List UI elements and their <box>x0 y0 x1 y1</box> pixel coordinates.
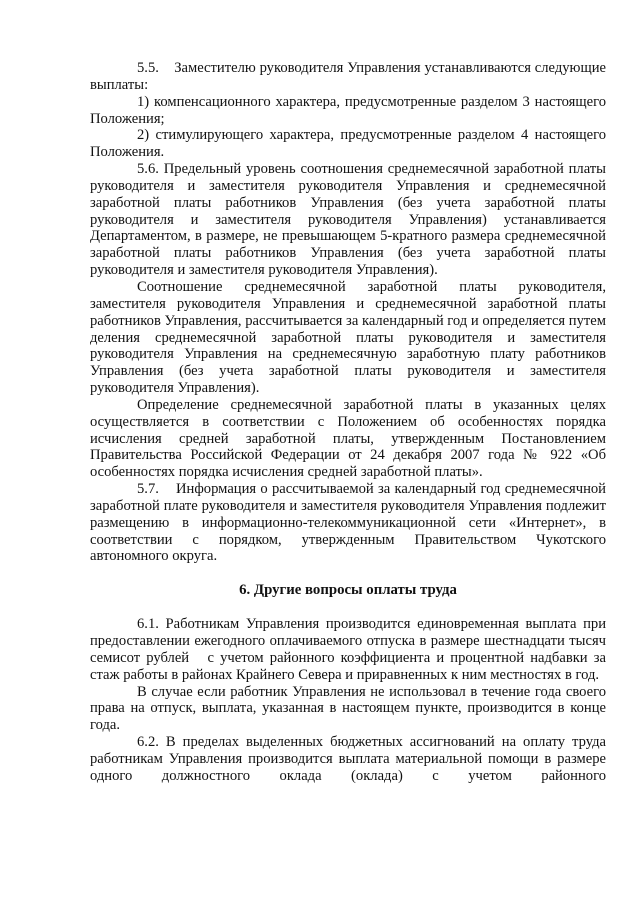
section-heading: 6. Другие вопросы оплаты труда <box>239 582 457 599</box>
paragraph-definition: Определение среднемесячной заработной платы в указанных целях осуществляется в соответствии с Положением об особенностях порядка исчисления средней заработной платы, утвержденным Постановлением Правительства Российской Федерации от 24 декабря 2007 года № 922 «Об особенностях порядка исчисления средней заработной платы». <box>90 396 606 481</box>
paragraph-5-5-item-1: 1) компенсационного характера, предусмотренные разделом 3 настоящего Положения; <box>90 93 606 127</box>
paragraph-5-5-item-2: 2) стимулирующего характера, предусмотренные разделом 4 настоящего Положения. <box>90 127 606 161</box>
paragraph-6-1: 6.1. Работникам Управления производится единовременная выплата при предоставлении ежегодного оплачиваемого отпуска в размере шестнадцати тысяч семисот рублей с учетом районного коэффициента и процентной надбавки за стаж работы в районах Крайнего Севера и приравненных к ним местностях в год. <box>90 616 606 683</box>
paragraph-unused-leave: В случае если работник Управления не использовал в течение года своего права на отпуск, выплата, указанная в настоящем пункте, производится в конце года. <box>90 683 606 734</box>
paragraph-5-7: 5.7. Информация о рассчитываемой за календарный год среднемесячной заработной плате руководителя и заместителя руководителя Управления подлежит размещению в информационно-телекоммуникационной сети «Интернет», в соответствии с порядком, утвержденным Правительством Чукотского автономного округа. <box>90 481 606 565</box>
paragraph-6-2: 6.2. В пределах выделенных бюджетных ассигнований на оплату труда работникам Управления производится выплата материальной помощи в размере одного должностного оклада (оклада) с учетом районного <box>90 734 606 784</box>
paragraph-5-6: 5.6. Предельный уровень соотношения среднемесячной заработной платы руководителя и заместителя руководителя Управления и среднемесячной заработной платы работников Управления (без учета заработной платы руководителя и заместителя руководителя Управления) устанавливается Департаментом, в размере, не превышающем 5-кратного размера среднемесячной заработной платы работников Управления (без учета заработной платы руководителя и заместителя руководителя Управления). <box>90 161 606 279</box>
paragraph-5-5: 5.5. Заместителю руководителя Управления устанавливаются следующие выплаты: <box>90 60 606 93</box>
paragraph-ratio: Соотношение среднемесячной заработной платы руководителя, заместителя руководителя Управления и среднемесячной заработной платы работников Управления, рассчитывается за календарный год и определяется путем деления среднемесячной заработной платы руководителя и заместителя руководителя Управления на среднемесячную заработную плату работников Управления (без учета заработной платы руководителя и заместителя руководителя Управления). <box>90 278 606 397</box>
